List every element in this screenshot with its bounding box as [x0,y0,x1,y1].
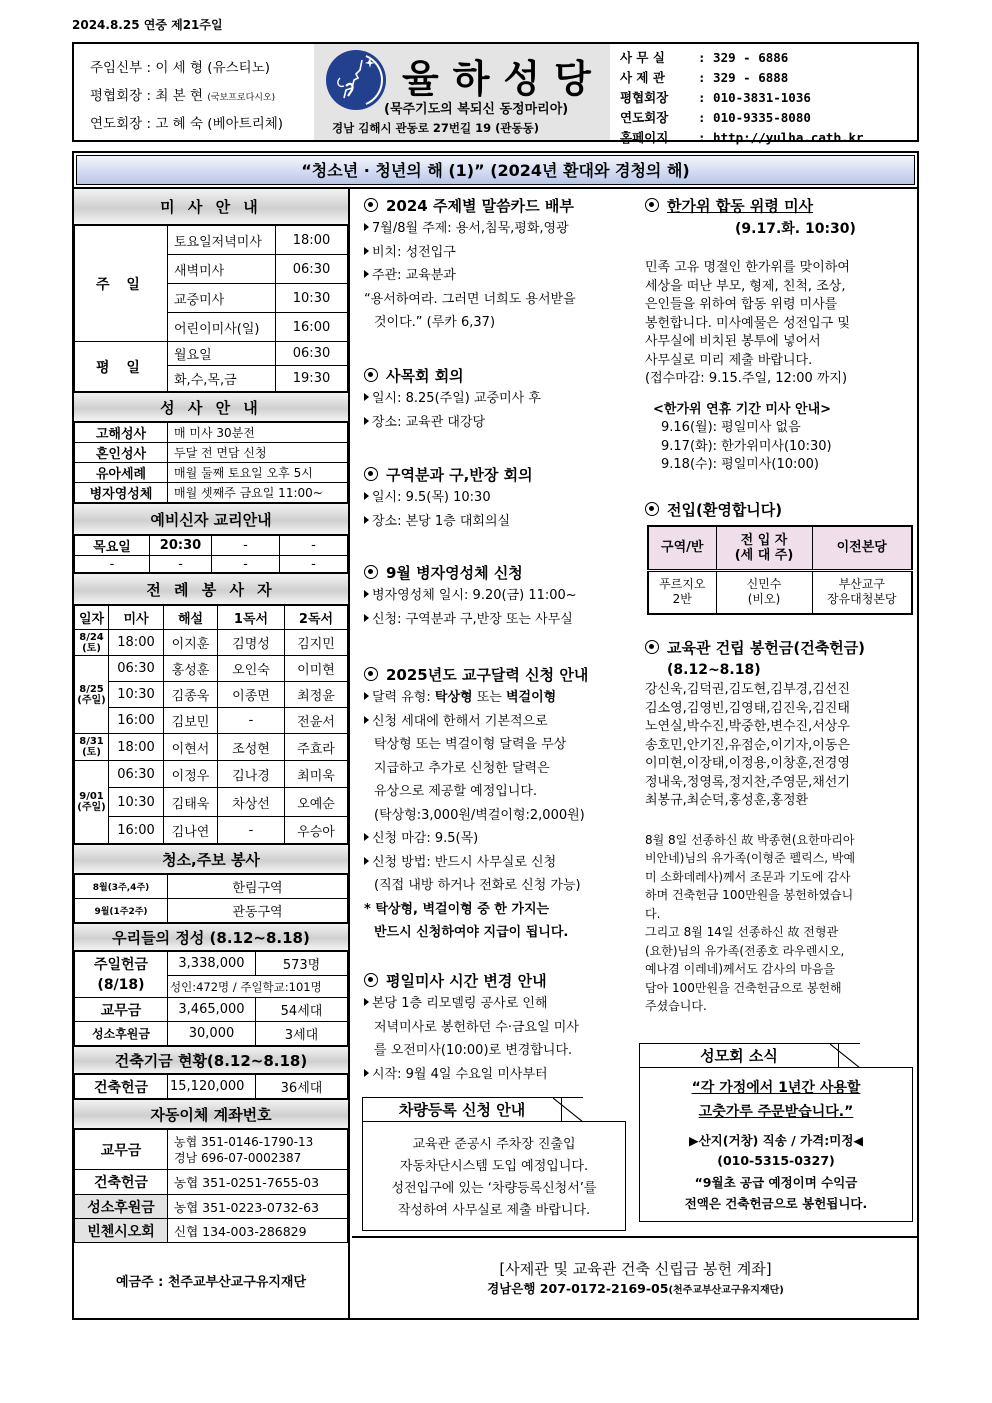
memorial-mass-article: 한가위 합동 위령 미사 (9.17.화. 10:30) 민족 고유 명절인 한가위를 맞이하여 세상을 떠난 부모, 형제, 친척, 조상, 은인들을 위하여 합동 위령 미사를 봉헌합니다. 미사예물은 성전입구 및 사무실에 비치된 봉투에 넣어서 사무실로 미리 제출 바랍니다. (접수마감: 9.15.주일, 12:00 까지) <한가위 연휴 기간 미사 안내> 9.16(월): 평일미사 없음 9.17(화): 한가위미사(10:30) 9.18(수): 평일미사(10:00) [645,197,856,472]
table-row: 9/01 (주일) 06:30 이정우 김나경 최미욱 [75,761,348,788]
radio-bullet-icon [364,667,378,681]
liturgy-ministers-table: 일자 미사 해설 1독서 2독서 8/24 (토) 18:00 이지훈 김명성 김지민 8/25 (주일) 06:30 홍성훈 오인숙 이미현 10:30 김종욱 이종면 최정윤 16:00 김보민 - 전윤서 8/31 (토) 18:00 이현서 조성현 주효라 9/01 (주일) 06:30 이정우 김나경 최미욱 10:30 김태욱 차상선 오예순 16:00 김나연 - 우승아 [74,605,348,844]
parking-notice-title: 차량등록 신청 안내 [362,1097,562,1121]
move-in-article: 전입(환영합니다) [645,499,915,521]
triangle-bullet-icon [364,857,369,865]
liturgy-ministers-title: 전 례 봉 사 자 [74,573,348,605]
mothers-news-title: 성모회 소식 [639,1043,839,1067]
contact-row: 사 무 실 : 329 - 6886 [620,50,789,65]
church-name: 율하성당 [402,57,605,101]
triangle-bullet-icon [364,998,369,1006]
contact-row: 홈페이지 : http://yulha.catb.kr [620,130,864,145]
contact-row: 평협회장 : 010-3831-1036 [620,90,811,105]
triangle-bullet-icon [364,614,369,622]
triangle-bullet-icon [364,270,369,278]
clergy-row: 연도회장 : 고 혜 숙 (베아트리체) [90,116,284,132]
left-column [74,189,350,1318]
cleaning-title: 청소,주보 봉사 [74,844,348,874]
auto-transfer-table: 교무금 농협 351-0146-1790-13 경남 696-07-0002387 건축헌금 농협 351-0251-7655-03 성소후원금 농협 351-0223-0732-63 빈첸시오회 신협 134-003-286829 [74,1129,348,1243]
calendar-article: 2025년도 교구달력 신청 안내 달력 유형: 탁상형 또는 벽걸이형 신청 세대에 한해서 기본적으로 탁상형 또는 벽걸이형 달력을 무상 지급하고 추가로 신청한 달력은 유상으로 제공할 예정입니다. (탁상형:3,000원/벽걸이형:2,000원) 신청 마감: 9.5(목) 신청 방법: 반드시 사무실로 신청 (직접 내방 하거나 전화로 신청 가능) * 탁상형, 벽걸이형 중 한 가지는 반드시 신청하여야 지급이 됩니다. [364,666,589,940]
radio-bullet-icon [645,640,659,654]
triangle-bullet-icon [364,393,369,401]
triangle-bullet-icon [364,247,369,255]
district-meeting-article: 구역분과 구,반장 회의 일시: 9.5(목) 10:30 장소: 본당 1층 대회의실 [364,464,634,533]
table-row: 16:00 김보민 - 전윤서 [75,708,348,734]
theme-text: “청소년 · 청년의 해 (1)” (2024년 환대와 경청의 해) [76,155,915,185]
radio-bullet-icon [364,565,378,579]
bulletin-date: 2024.8.25 연중 제21주일 [72,18,223,32]
radio-bullet-icon [645,198,659,212]
table-row: 10:30 김종욱 이종면 최정윤 [75,682,348,708]
building-donation-article: 교육관 건립 봉헌금(건축헌금) (8.12~8.18) 강신욱,김덕권,김도현,김부경,김선진 김소영,김영빈,김영태,김진욱,김진태 노연실,박수진,박중한,변수진,서상우 송호민,안기진,유점순,이기자,이동은 이미현,이장태,이정용,이창훈,전경영 정내욱,정영록,정지찬,주영문,채선기 최봉규,최순덕,홍성훈,홍정환 8월 8일 선종하신 故 박종현(요한마리아 비안네)님의 유가족(이형준 펠릭스, 박예 미 소화데레사)께서 조문과 기도에 감사 하며 건축헌금 100만원을 봉헌하였습니 다. 그리고 8월 14일 선종하신 故 전형관 (요한)님의 유가족(전종호 라우렌시오, 예나겸 이레네)께서도 감사의 마음을 담아 100만원을 건축헌금으로 봉헌해 주셨습니다. [645,639,866,1013]
offering-title: 우리들의 정성 (8.12~8.18) [74,923,348,951]
table-row: 16:00 김나연 - 우승아 [75,817,348,844]
building-fund-title: 건축기금 현황(8.12~8.18) [74,1046,348,1074]
clergy-row: 평협회장 : 최 본 현 (국보프로다시오) [90,88,276,104]
table-row: 8/31 (토) 18:00 이현서 조성현 주효라 [75,734,348,761]
sick-communion-article: 9월 병자영성체 신청 병자영성체 일시: 9.20(금) 11:00~ 신청: 구역분과 구,반장 또는 사무실 [364,562,634,631]
weekday-mass-change-article: 평일미사 시간 변경 안내 본당 1층 리모델링 공사로 인해 저녁미사로 봉헌하던 수·금요일 미사 를 오전미사(10:00)로 변경합니다. 시작: 9월 4일 수요일 미사부터 [364,970,634,1086]
clergy-list [74,44,312,140]
mass-schedule-title: 미 사 안 내 [74,189,348,225]
triangle-bullet-icon [364,492,369,500]
triangle-bullet-icon [364,223,369,231]
offering-table: 주일헌금 (8/18) 3,338,000 573명 성인:472명 / 주일학교:101명 교무금 3,465,000 54세대 성소후원금 30,000 3세대 [74,951,348,1046]
radio-bullet-icon [364,368,378,382]
radio-bullet-icon [364,467,378,481]
parking-notice-box: 교육관 준공시 주차장 진출입 자동차단시스템 도입 예정입니다. 성전입구에 있는 ‘차량등록신청서’를 작성하여 사무실로 제출 바랍니다. [362,1121,626,1231]
table-row: 8/25 (주일) 06:30 홍성훈 오인숙 이미현 [75,656,348,682]
triangle-bullet-icon [364,516,369,524]
church-identity [314,44,610,140]
council-meeting-article: 사목회 회의 일시: 8.25(주일) 교중미사 후 장소: 교육관 대강당 [364,365,634,434]
table-row: 10:30 김태욱 차상선 오예순 [75,788,348,817]
church-patron: (묵주기도의 복되신 동정마리아) [384,102,569,117]
triangle-bullet-icon [364,692,369,700]
mass-schedule-table: 주 일 토요일저녁미사 18:00 새벽미사 06:30 교중미사 10:30 어린이미사(일) 16:00 평 일 월요일 06:30 화,수,목,금 19:30 [74,225,348,392]
triangle-bullet-icon [364,716,369,724]
move-in-table: 구역/반 전 입 자 (세 대 주) 이전본당 푸르지오 2반 신민수 (비오) 부산교구 장유대청본당 [647,525,913,615]
auto-transfer-title: 자동이체 계좌번호 [74,1099,348,1129]
radio-bullet-icon [645,502,659,516]
homepage-link[interactable]: : http://yulha.catb.kr [698,130,864,145]
middle-column [352,189,637,1234]
account-holder: 예금주 : 천주교부산교구유지재단 [115,1275,307,1290]
triangle-bullet-icon [364,1069,369,1077]
contact-list [620,48,918,148]
sacrament-table: 고해성사 매 미사 30분전 혼인성사 두달 전 면담 신청 유아세례 매월 둘째 토요일 오후 5시 병자영성체 매월 셋째주 금요일 11:00~ [74,422,348,503]
catechumen-title: 예비신자 교리안내 [74,503,348,535]
triangle-bullet-icon [364,417,369,425]
triangle-bullet-icon [364,590,369,598]
mothers-news-box: “각 가정에서 1년간 사용할 고춧가루 주문받습니다.” ▶산지(거창) 직송 / 가격:미정◀ (010-5315-0327) “9월초 공급 예정이며 수익금 전액은 건축헌금으로 봉헌됩니다. [639,1067,913,1222]
bulletin-header [72,42,919,145]
contact-row: 연도회장 : 010-9335-8080 [620,110,811,125]
bulletin-body [72,189,919,1320]
construction-account-box: [사제관 및 교육관 건축 신립금 봉헌 계좌] 경남은행 207-0172-2169-05(천주교부산교구유지재단) [352,1236,919,1318]
triangle-bullet-icon [364,833,369,841]
catechumen-table: 목요일 20:30 - - - - - - [74,535,348,573]
church-address: 경남 김해시 관동로 27번길 19 (관동동) [332,121,539,135]
word-card-article: 2024 주제별 말씀카드 배부 7월/8월 주제: 용서,침묵,평화,영광 비치: 성전입구 주관: 교육분과 “용서하여라. 그러면 너희도 용서받을 것이다.” (루카 6,37) [364,197,576,330]
theme-banner [72,151,919,189]
radio-bullet-icon [364,973,378,987]
contact-row: 사 제 관 : 329 - 6888 [620,70,789,85]
church-logo-icon [326,50,386,110]
right-column [637,189,919,1234]
cleaning-table: 8월(3주,4주) 한림구역 9월(1주2주) 관동구역 [74,874,348,923]
table-row: 8/24 (토) 18:00 이지훈 김명성 김지민 [75,630,348,656]
radio-bullet-icon [364,198,378,212]
building-fund-table: 건축헌금 15,120,000 36세대 [74,1074,348,1099]
clergy-row: 주임신부 : 이 세 형 (유스티노) [90,60,271,76]
sacrament-title: 성 사 안 내 [74,392,348,422]
